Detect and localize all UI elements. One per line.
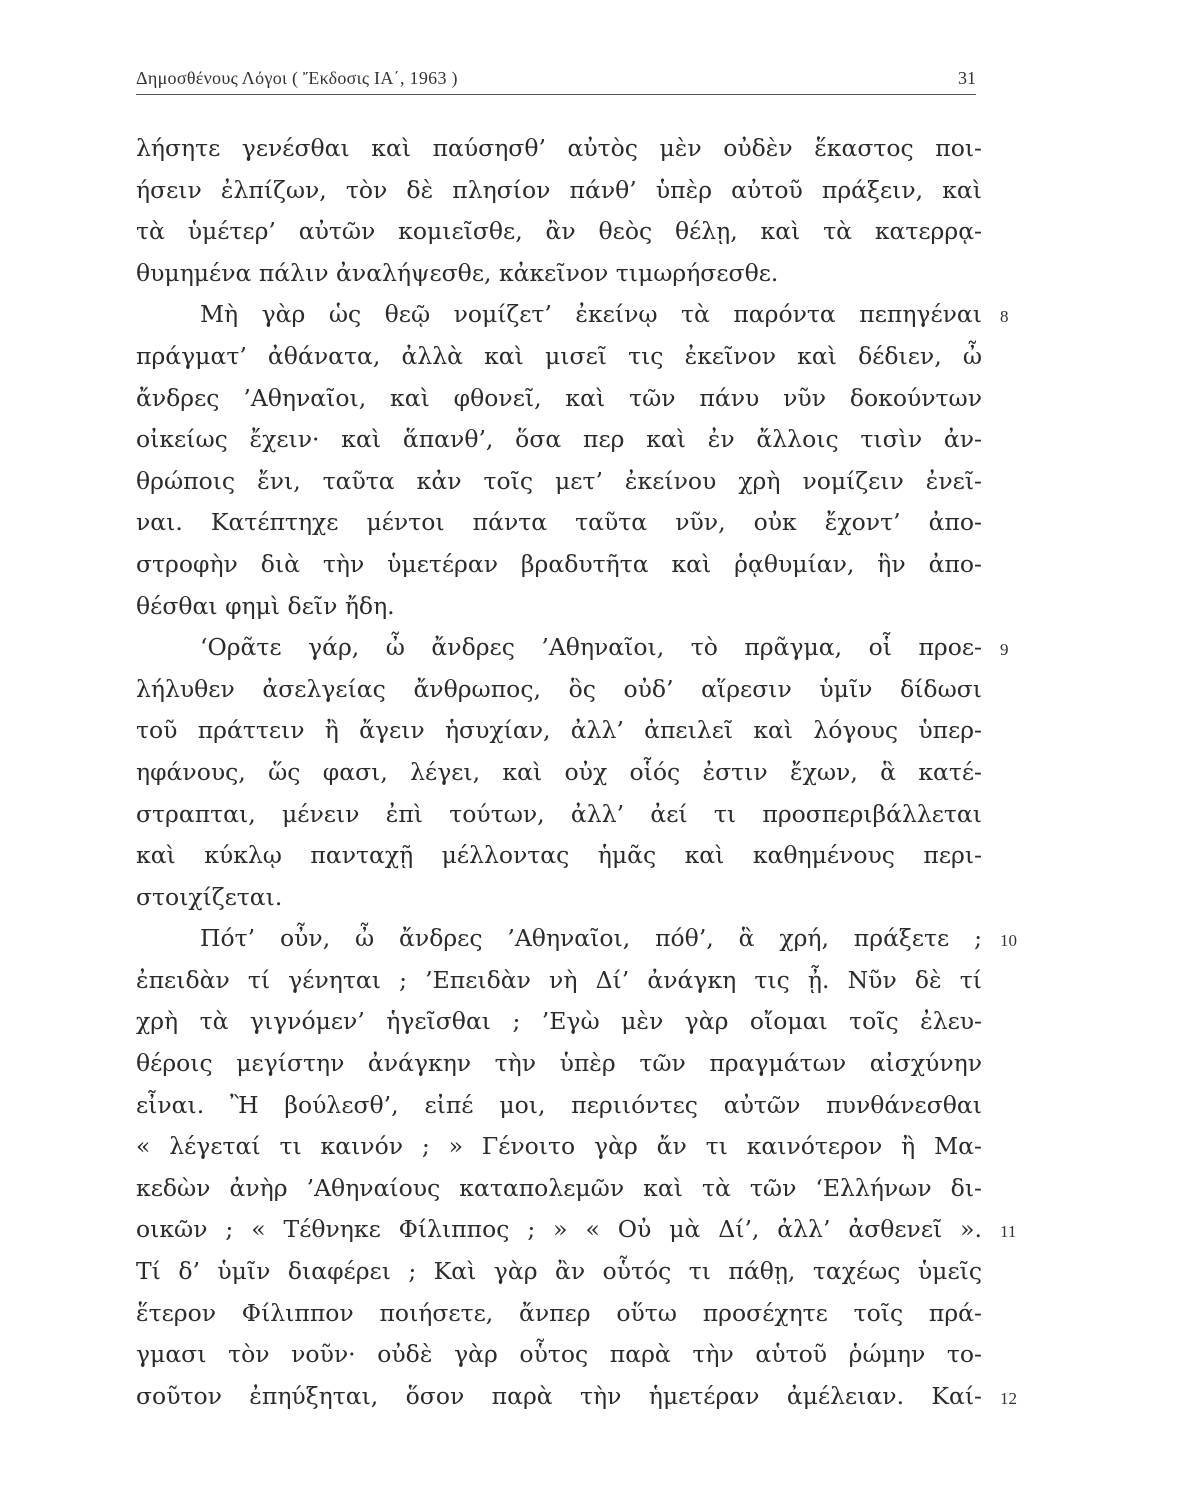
line-text: χρὴ τὰ γιγνόμεν’ ἡγεῖσθαι ; ’Εγὼ μὲν γὰρ οἴομαι τοῖς ἐλευ- <box>136 1007 982 1036</box>
line-text: θυμημένα πάλιν ἀναλήψεσθε, κἀκεῖνον τιμωρήσεσθε. <box>136 258 779 287</box>
line-text: θέσθαι φημὶ δεῖν ἤδη. <box>136 591 395 620</box>
section-number: 11 <box>1000 1222 1017 1242</box>
line-text: λήλυθεν ἀσελγείας ἄνθρωπος, ὃς οὐδ’ αἵρεσιν ὑμῖν δίδωσι <box>136 674 982 703</box>
line-text: « λέγεταί τι καινόν ; » Γένοιτο γὰρ ἄν τι καινότερον ἢ Μα- <box>136 1132 982 1161</box>
text-line <box>136 1376 1156 1418</box>
line-text: σοῦτον ἐπηύξηται, ὅσον παρὰ τὴν ἡμετέραν ἀμέλειαν. Καί- <box>136 1381 982 1410</box>
text-line <box>136 752 1156 794</box>
line-text: καὶ κύκλῳ πανταχῇ μέλλοντας ἡμᾶς καὶ καθημένους περι- <box>136 841 982 870</box>
line-text: ἐπειδὰν τί γένηται ; ’Επειδὰν νὴ Δί’ ἀνάγκη τις ᾖ. Νῦν δὲ τί <box>136 965 982 994</box>
line-text: πράγματ’ ἀθάνατα, ἀλλὰ καὶ μισεῖ τις ἐκεῖνον καὶ δέδιεν, ὦ <box>136 341 982 370</box>
line-text: γμασι τὸν νοῦν· οὐδὲ γὰρ οὗτος παρὰ τὴν αὑτοῦ ῥώμην το- <box>136 1340 982 1369</box>
text-line <box>136 1043 1156 1085</box>
text-line <box>136 378 1156 420</box>
line-text: ηφάνους, ὥς φασι, λέγει, καὶ οὐχ οἷός ἐστιν ἔχων, ἃ κατέ- <box>136 757 982 786</box>
line-text: Μὴ γὰρ ὡς θεῷ νομίζετ’ ἐκείνῳ τὰ παρόντα πεπηγέναι <box>200 300 982 329</box>
line-text: ἕτερον Φίλιππον ποιήσετε, ἄνπερ οὕτω προσέχητε τοῖς πρά- <box>136 1298 982 1327</box>
text-line <box>136 877 1156 919</box>
line-text: ‘Ορᾶτε γάρ, ὦ ἄνδρες ’Αθηναῖοι, τὸ πρᾶγμα, οἷ προε- <box>200 633 982 662</box>
body-text <box>136 128 1156 1417</box>
line-text: τὰ ὑμέτερ’ αὐτῶν κομιεῖσθε, ἂν θεὸς θέλῃ, καὶ τὰ κατερρᾳ- <box>136 217 982 246</box>
text-line <box>136 253 1156 295</box>
text-line <box>136 128 1156 170</box>
line-text: στραπται, μένειν ἐπὶ τούτων, ἀλλ’ ἀεί τι προσπεριβάλλεται <box>136 799 982 828</box>
text-line <box>136 794 1156 836</box>
text-line <box>136 710 1156 752</box>
text-line <box>136 669 1156 711</box>
text-line <box>136 1334 1156 1376</box>
text-line <box>136 170 1156 212</box>
line-text: εἶναι. Ἢ βούλεσθ’, εἰπέ μοι, περιιόντες αὐτῶν πυνθάνεσθαι <box>136 1090 982 1119</box>
line-text: οικῶν ; « Τέθνηκε Φίλιππος ; » « Οὐ μὰ Δί’, ἀλλ’ ἀσθενεῖ ». <box>136 1215 982 1244</box>
text-line <box>136 1126 1156 1168</box>
text-line <box>136 336 1156 378</box>
section-number: 10 <box>1000 931 1017 951</box>
running-header <box>136 64 976 95</box>
text-line <box>136 1251 1156 1293</box>
section-number: 12 <box>1000 1388 1017 1408</box>
section-number: 9 <box>1000 640 1009 660</box>
section-number: 8 <box>1000 307 1009 327</box>
line-text: οἰκείως ἔχειν· καὶ ἅπανθ’, ὅσα περ καὶ ἐν ἄλλοις τισὶν ἀν- <box>136 425 982 454</box>
text-line <box>136 627 1156 669</box>
line-text: Τί δ’ ὑμῖν διαφέρει ; Καὶ γὰρ ἂν οὗτός τι πάθῃ, ταχέως ὑμεῖς <box>136 1257 982 1286</box>
line-text: τοῦ πράττειν ἢ ἄγειν ἡσυχίαν, ἀλλ’ ἀπειλεῖ καὶ λόγους ὑπερ- <box>136 716 982 745</box>
text-line <box>136 960 1156 1002</box>
line-text: λήσητε γενέσθαι καὶ παύσησθ’ αὐτὸς μὲν οὐδὲν ἕκαστος ποι- <box>136 134 982 162</box>
text-line <box>136 1085 1156 1127</box>
running-title: Δημοσθένους Λόγοι ( Ἔκδοσις ΙΑ΄, 1963 ) <box>136 68 458 88</box>
text-line <box>136 1168 1156 1210</box>
line-text: στοιχίζεται. <box>136 882 283 911</box>
page-number: 31 <box>958 68 976 88</box>
text-line <box>136 544 1156 586</box>
text-line <box>136 461 1156 503</box>
text-line <box>136 502 1156 544</box>
line-text: ναι. Κατέπτηχε μέντοι πάντα ταῦτα νῦν, οὐκ ἔχοντ’ ἀπο- <box>136 508 982 537</box>
text-line <box>136 211 1156 253</box>
text-line <box>136 1209 1156 1251</box>
text-line <box>136 1001 1156 1043</box>
line-text: στροφὴν διὰ τὴν ὑμετέραν βραδυτῆτα καὶ ῥᾳθυμίαν, ἣν ἀπο- <box>136 549 982 578</box>
text-line <box>136 294 1156 336</box>
text-line <box>136 835 1156 877</box>
line-text: θέροις μεγίστην ἀνάγκην τὴν ὑπὲρ τῶν πραγμάτων αἰσχύνην <box>136 1049 982 1078</box>
text-line <box>136 1293 1156 1335</box>
text-line <box>136 419 1156 461</box>
text-line <box>136 918 1156 960</box>
line-text: Πότ’ οὖν, ὦ ἄνδρες ’Αθηναῖοι, πόθ’, ἃ χρή, πράξετε ; <box>200 924 982 953</box>
line-text: θρώποις ἔνι, ταῦτα κἀν τοῖς μετ’ ἐκείνου χρὴ νομίζειν ἐνεῖ- <box>136 466 982 495</box>
line-text: κεδὼν ἀνὴρ ’Αθηναίους καταπολεμῶν καὶ τὰ τῶν ‘Ελλήνων δι- <box>136 1173 982 1202</box>
line-text: ήσειν ἐλπίζων, τὸν δὲ πλησίον πάνθ’ ὑπὲρ αὐτοῦ πράξειν, καὶ <box>136 175 982 204</box>
text-line <box>136 586 1156 628</box>
line-text: ἄνδρες ’Αθηναῖοι, καὶ φθονεῖ, καὶ τῶν πάνυ νῦν δοκούντων <box>136 383 982 412</box>
